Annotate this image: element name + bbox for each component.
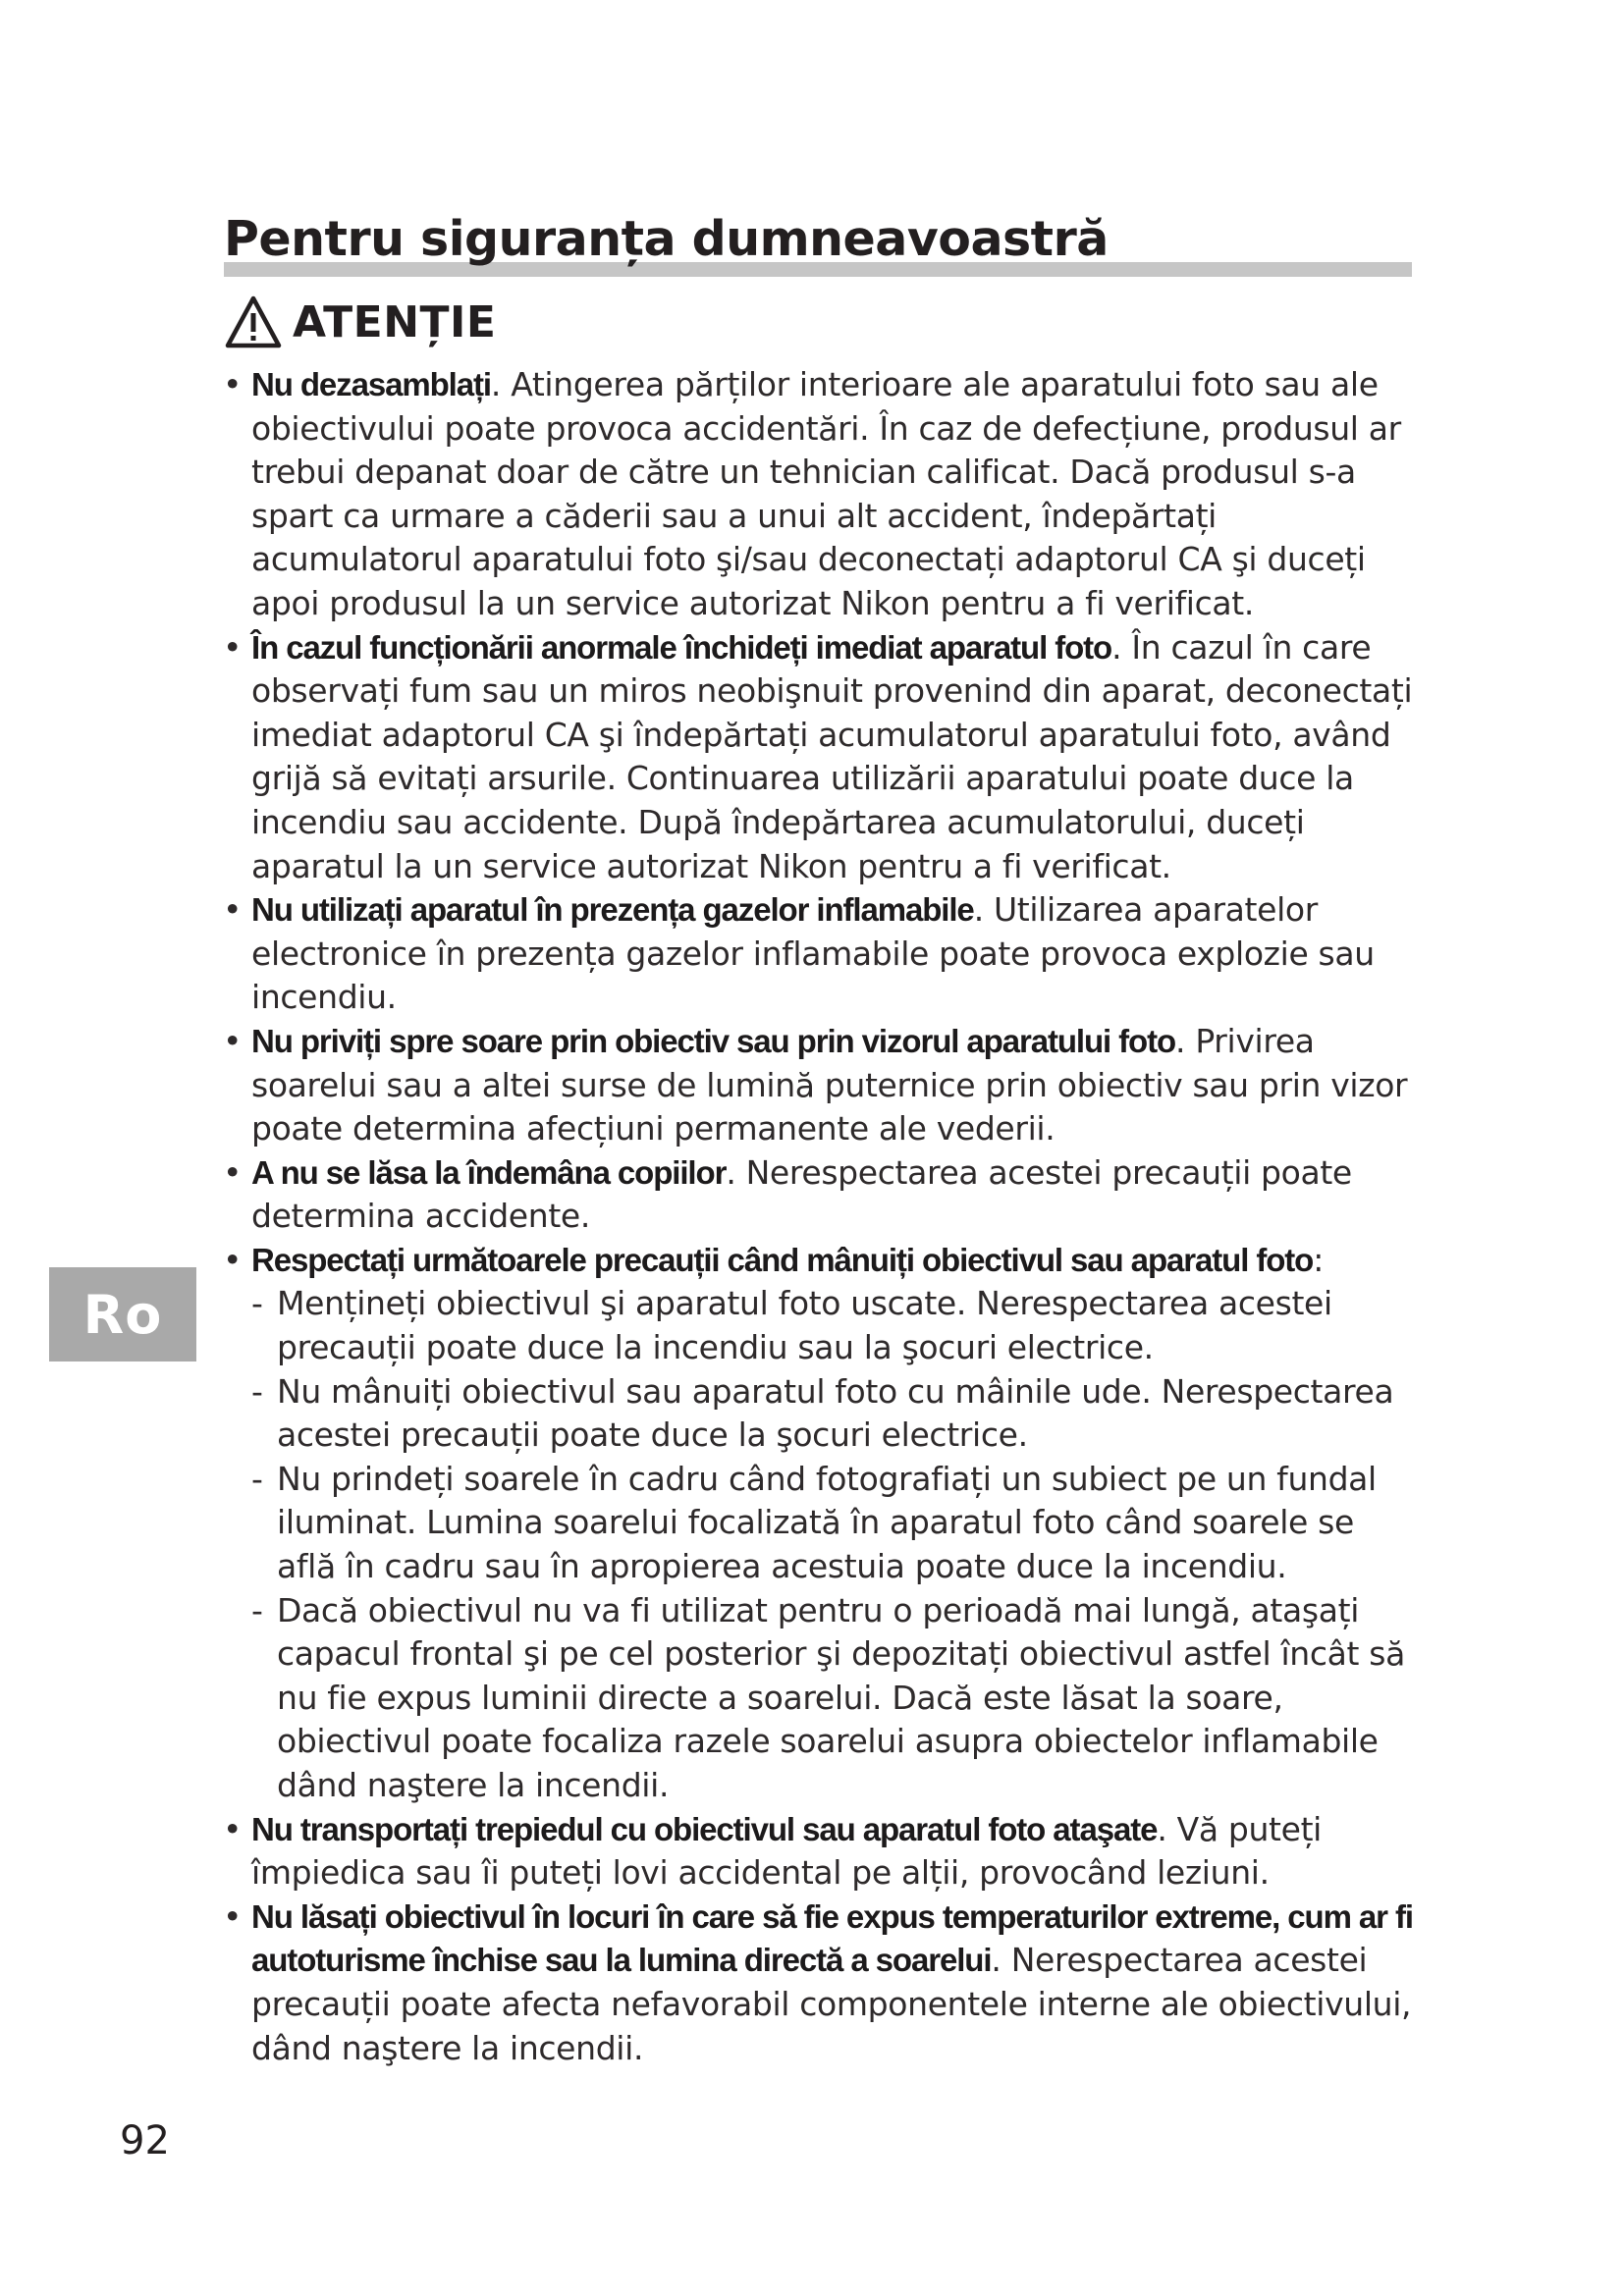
item-lead: A nu se lăsa la îndemâna copiilor — [251, 1153, 727, 1191]
item-lead: Nu transportați trepiedul cu obiectivul sau aparatul foto ataşate — [251, 1810, 1158, 1847]
sub-list-item — [251, 1282, 1414, 1369]
sub-item-text: Mențineți obiectivul şi aparatul foto uscate. Nerespectarea acestei precauții poate duce la incendiu sau la şocuri electrice. — [277, 1284, 1332, 1367]
item-lead: Nu lăsați obiectivul în locuri în care să fie expus temperaturilor extreme, cum ar fi autoturisme închise sau la lumina directă a soarelui — [251, 1897, 1413, 1979]
list-item — [218, 1808, 1414, 1896]
sub-item-text: Nu mânuiți obiectivul sau aparatul foto cu mâinile ude. Nerespectarea acestei precauții poate duce la şocuri electrice. — [277, 1371, 1394, 1455]
page-header — [224, 210, 1412, 277]
sub-item-text: Nu prindeți soarele în cadru când fotografiați un subiect pe un fundal iluminat. Lumina soarelui focalizată în aparatul foto când soarele se află în cadru sau în apropierea acestuia poate duce la incendiu. — [277, 1459, 1377, 1586]
list-item — [218, 1239, 1414, 1808]
list-item — [218, 626, 1414, 889]
bullet: • — [223, 365, 243, 403]
bullet: • — [223, 1896, 243, 1936]
sub-item-text: Dacă obiectivul nu va fi utilizat pentru o perioadă mai lungă, ataşați capacul frontal şi pe cel posterior şi depozitați obiectivul astfel încât să nu fie expus luminii directe a soarelui. Dacă este lăsat la soare, obiectivul poate focaliza razele soarelui asupra obiectelor inflamabile dând naştere la incendii. — [277, 1590, 1405, 1804]
safety-list — [218, 363, 1414, 2070]
item-lead: Nu priviți spre soare prin obiectiv sau prin vizorul aparatului foto — [251, 1022, 1176, 1059]
dash: - — [251, 1284, 263, 1323]
list-item — [218, 1020, 1414, 1151]
language-tab — [49, 1267, 196, 1362]
item-text: . Nerespectarea acestei precauții poate determina accidente. — [251, 1152, 1352, 1236]
item-lead: Nu utilizați aparatul în prezența gazelor inflamabile — [251, 891, 974, 929]
language-tab-label: Ro — [82, 1283, 163, 1346]
item-text: . Nerespectarea acestei precauții poate afecta nefavorabil componentele interne ale obiectivului, dând naştere la incendii. — [251, 1941, 1412, 2067]
list-item — [218, 1151, 1414, 1239]
bullet: • — [223, 1021, 243, 1060]
sub-list-item — [251, 1589, 1414, 1808]
safety-list-container — [218, 363, 1414, 2070]
bullet: • — [223, 890, 243, 930]
item-lead: Nu dezasamblați — [251, 366, 491, 402]
item-text: . Utilizarea aparatelor electronice în prezența gazelor inflamabile poate provoca explozie sau incendiu. — [251, 890, 1375, 1017]
list-item — [218, 1896, 1414, 2070]
item-text: . În cazul în care observați fum sau un miros neobişnuit provenind din aparat, deconectați imediat adaptorul CA şi îndepărtați acumulatorul aparatului foto, având grijă să evitați arsurile. Continuarea utilizării aparatului poate duce la incendiu sau accidente. După îndepărtarea acumulatorului, duceți aparatul la un service autorizat Nikon pentru a fi verificat. — [251, 627, 1413, 885]
warning-triangle-icon — [224, 294, 283, 349]
item-text: . Atingerea părților interioare ale aparatului foto sau ale obiectivului poate provoca accidentări. În caz de defecțiune, produsul ar trebui depanat doar de către un tehnician calificat. Dacă produsul s-a spart ca urmare a căderii sau a unui alt accident, îndepărtați acumulatorul aparatului foto şi/sau deconectați adaptorul CA şi duceți apoi produsul la un service autorizat Nikon pentru a fi verificat. — [251, 365, 1401, 622]
item-lead: În cazul funcționării anormale închideți imediat aparatul foto — [251, 628, 1112, 666]
bullet: • — [223, 1809, 243, 1848]
dash: - — [251, 1371, 263, 1411]
item-text: . Privirea soarelui sau a altei surse de lumină puternice prin obiectiv sau prin vizor poate determina afecțiuni permanente ale vederii. — [251, 1021, 1408, 1148]
sub-list-item — [251, 1458, 1414, 1589]
item-text: . Vă puteți împiedica sau îi puteți lovi accidental pe alții, provocând leziuni. — [251, 1809, 1322, 1893]
dash: - — [251, 1590, 263, 1629]
sub-list-item — [251, 1370, 1414, 1458]
list-item — [218, 363, 1414, 626]
page-number: 92 — [120, 2118, 170, 2163]
caution-label: ATENȚIE — [293, 296, 497, 347]
sub-list — [251, 1282, 1414, 1807]
caution-heading — [224, 294, 496, 349]
item-lead: Respectați următoarele precauții când mânuiți obiectivul sau aparatul foto — [251, 1241, 1314, 1278]
item-text: : — [1313, 1240, 1325, 1279]
bullet: • — [223, 1152, 243, 1192]
page-title: Pentru siguranța dumneavoastră — [224, 211, 1109, 267]
bullet: • — [223, 627, 243, 667]
dash: - — [251, 1459, 263, 1498]
bullet: • — [223, 1240, 243, 1279]
list-item — [218, 888, 1414, 1020]
